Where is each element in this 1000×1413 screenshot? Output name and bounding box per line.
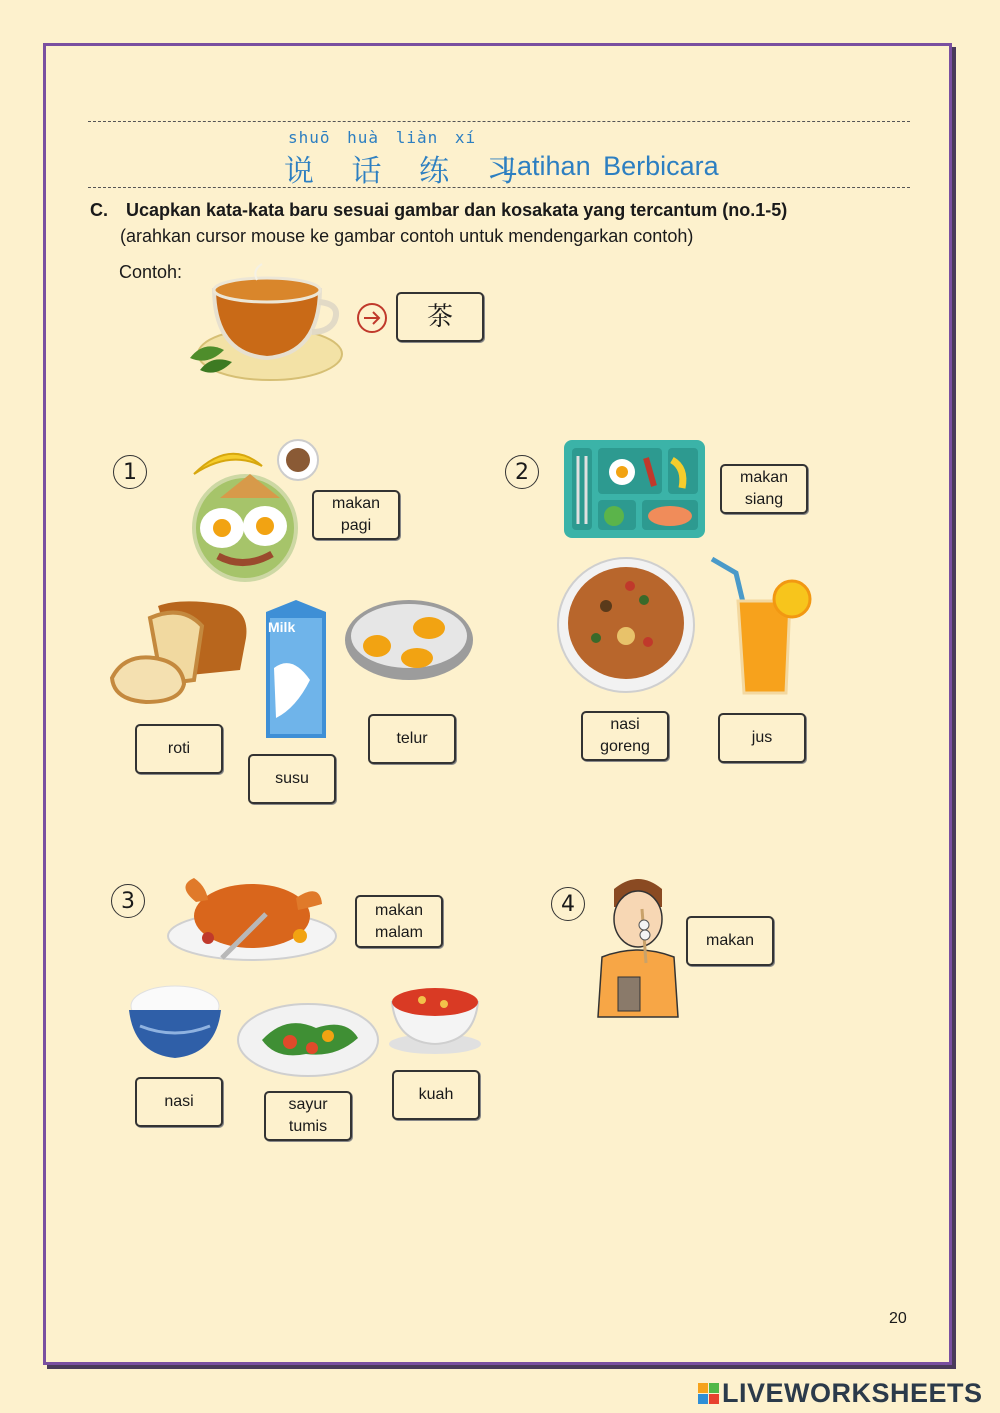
meal-label-lunch: makan siang — [720, 464, 808, 514]
circle-arrow-right-icon — [356, 302, 388, 334]
rice-bowl-image[interactable] — [126, 982, 224, 1064]
pinyin-title: shuō huà liàn xí — [288, 128, 477, 147]
food-label-milk: susu — [248, 754, 336, 804]
tea-cup-image[interactable] — [182, 262, 347, 387]
chinese-title: 说 话 练 习 — [284, 154, 531, 189]
breakfast-plate-image[interactable] — [190, 438, 325, 583]
fried-eggs-pan-image[interactable] — [343, 598, 475, 693]
example-word-box: 茶 — [396, 292, 484, 342]
bread-image[interactable] — [110, 598, 250, 708]
food-label-rice: nasi — [135, 1077, 223, 1127]
food-label-juice: jus — [718, 713, 806, 763]
fried-rice-image[interactable] — [556, 556, 696, 694]
section-number-3: 3 — [111, 884, 145, 918]
page-number: 20 — [889, 1310, 907, 1327]
instruction-text: Ucapkan kata-kata baru sesuai gambar dan kosakata yang tercantum (no.1-5) — [126, 200, 788, 220]
section-number-4: 4 — [551, 887, 585, 921]
food-label-stir-fry: sayur tumis — [264, 1091, 352, 1141]
food-label-bread: roti — [135, 724, 223, 774]
soup-bowl-image[interactable] — [386, 982, 484, 1056]
stir-fried-vegetables-image[interactable] — [236, 1000, 380, 1078]
meal-label-dinner: makan malam — [355, 895, 443, 948]
food-label-soup: kuah — [392, 1070, 480, 1120]
food-label-fried-rice: nasi goreng — [581, 711, 669, 761]
orange-juice-image[interactable] — [708, 555, 814, 697]
top-divider — [88, 121, 910, 122]
example-label: Contoh: — [119, 262, 183, 282]
section-number-2: 2 — [505, 455, 539, 489]
instruction — [90, 200, 787, 221]
meal-label-breakfast: makan pagi — [312, 490, 400, 540]
section-title: Latihan Berbicara — [502, 151, 719, 181]
section-number-1: 1 — [113, 455, 147, 489]
roast-chicken-image[interactable] — [166, 872, 338, 968]
milk-carton-image[interactable] — [262, 598, 330, 740]
liveworksheets-logo-icon — [698, 1383, 719, 1404]
brand-logo — [698, 1378, 983, 1409]
instruction-note: (arahkan cursor mouse ke gambar contoh untuk mendengarkan contoh) — [120, 226, 694, 246]
meal-label-eat: makan — [686, 916, 774, 966]
instruction-letter: C. — [90, 200, 108, 220]
brand-name: LIVEWORKSHEETS — [722, 1378, 983, 1408]
lunch-tray-image[interactable] — [562, 438, 707, 540]
svg-text:Milk: Milk — [268, 619, 296, 635]
food-label-egg: telur — [368, 714, 456, 764]
boy-eating-image[interactable] — [592, 873, 686, 1019]
